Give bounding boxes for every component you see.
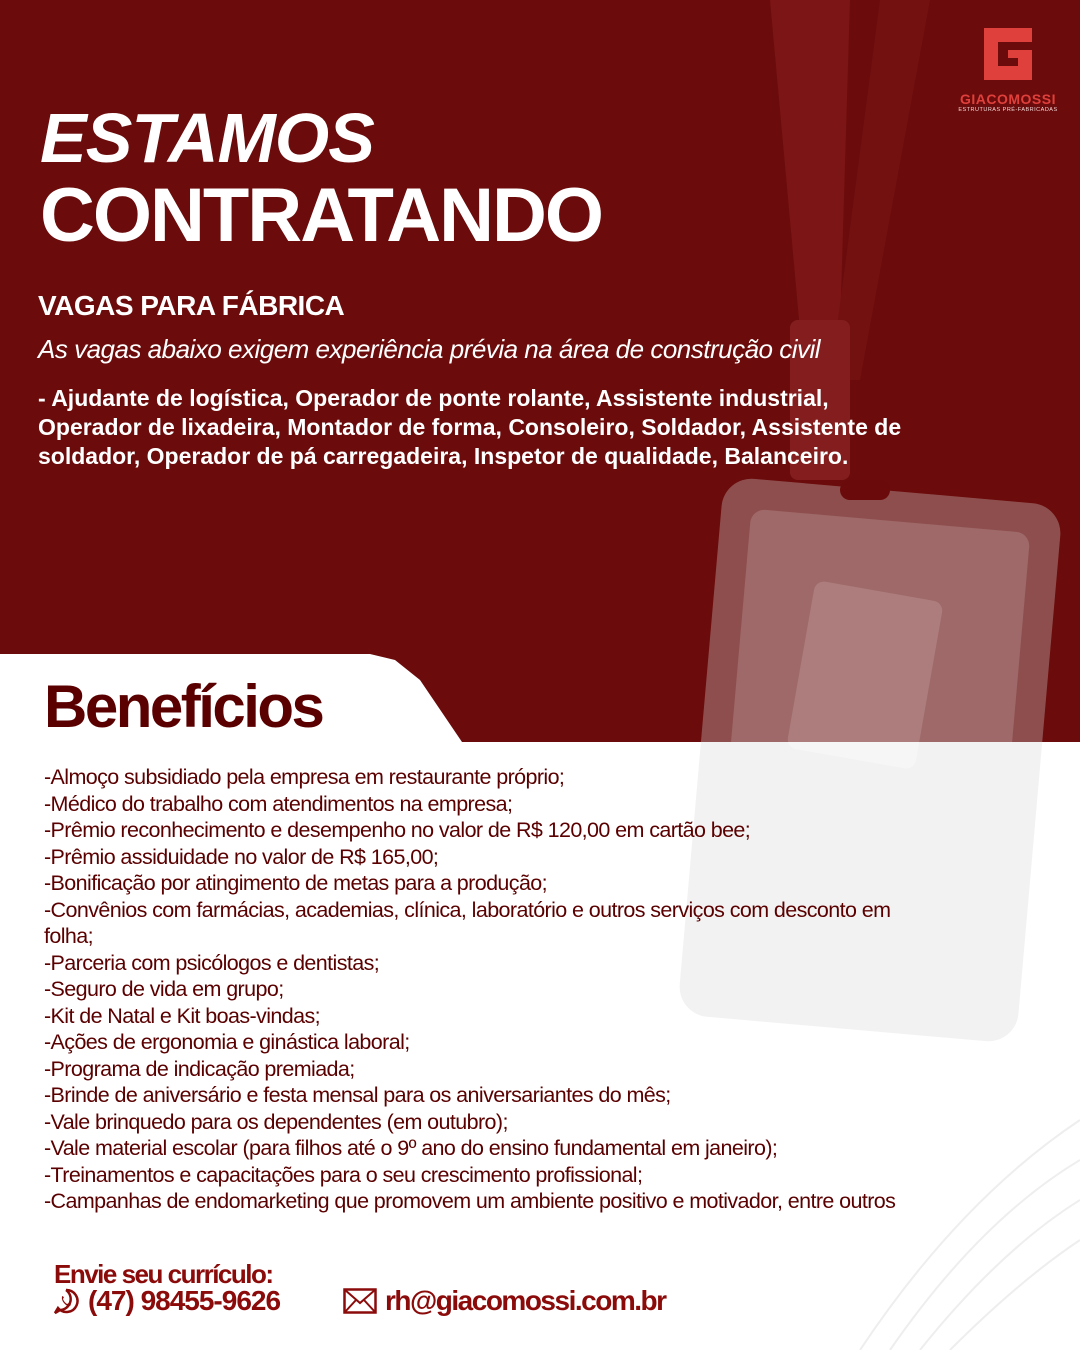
- benefit-item: -Campanhas de endomarketing que promovem um ambiente positivo e motivador, entre outros: [44, 1189, 896, 1213]
- logo-name: GIACOMOSSI: [959, 91, 1056, 107]
- benefit-item: -Seguro de vida em grupo;: [44, 977, 284, 1001]
- benefit-item: -Parceria com psicólogos e dentistas;: [44, 950, 380, 975]
- phone-contact[interactable]: [52, 1285, 280, 1317]
- benefit-item: -Vale material escolar (para filhos até o 9º ano do ensino fundamental em janeiro);: [44, 1136, 778, 1160]
- benefit-item: -Bonificação por atingimento de metas para a produção;: [44, 871, 548, 895]
- vagas-list: - Ajudante de logística, Operador de ponte rolante, Assistente industrial, Operador de lixadeira, Montador de forma, Consoleiro, Soldador, Assistente de soldador, Operador de pá carregadeira, Inspetor de qualidade, Balanceiro.: [38, 385, 902, 469]
- benefit-item: -Prêmio reconhecimento e desempenho no valor de R$ 120,00 em cartão bee;: [44, 818, 751, 842]
- benefit-item: -Médico do trabalho com atendimentos na empresa;: [44, 791, 513, 816]
- benefit-item: -Programa de indicação premiada;: [44, 1056, 355, 1081]
- headline-line1: ESTAMOS: [40, 99, 374, 177]
- company-logo: [958, 24, 1058, 113]
- vagas-note: As vagas abaixo exigem experiência prévia na área de construção civil: [38, 334, 821, 364]
- phone-number[interactable]: (47) 98455-9626: [88, 1285, 281, 1316]
- benefit-item: -Vale brinquedo para os dependentes (em outubro);: [44, 1109, 508, 1134]
- contact-heading: Envie seu currículo:: [54, 1259, 273, 1289]
- benefit-item: -Treinamentos e capacitações para o seu crescimento profissional;: [44, 1162, 643, 1187]
- beneficios-list: [44, 764, 1004, 1215]
- vagas-title: VAGAS PARA FÁBRICA: [38, 290, 345, 321]
- benefit-item: -Ações de ergonomia e ginástica laboral;: [44, 1030, 410, 1054]
- benefit-item: -Brinde de aniversário e festa mensal para os aniversariantes do mês;: [44, 1083, 671, 1107]
- benefit-item: -Kit de Natal e Kit boas-vindas;: [44, 1003, 320, 1028]
- logo-tagline: ESTRUTURAS PRÉ-FABRICADAS: [958, 107, 1058, 113]
- whatsapp-icon: [52, 1287, 80, 1315]
- beneficios-title: Benefícios: [44, 673, 323, 740]
- benefit-item: -Prêmio assiduidade no valor de R$ 165,00;: [44, 844, 439, 869]
- mail-icon: [343, 1288, 377, 1314]
- email-contact[interactable]: [343, 1285, 666, 1317]
- email-address[interactable]: rh@giacomossi.com.br: [385, 1285, 666, 1316]
- benefit-item: -Convênios com farmácias, academias, clínica, laboratório e outros serviços com desconto em folha;: [44, 897, 891, 948]
- headline-line2: CONTRATANDO: [40, 173, 602, 258]
- benefit-item: -Almoço subsidiado pela empresa em restaurante próprio;: [44, 765, 565, 789]
- logo-g-icon: [978, 24, 1038, 84]
